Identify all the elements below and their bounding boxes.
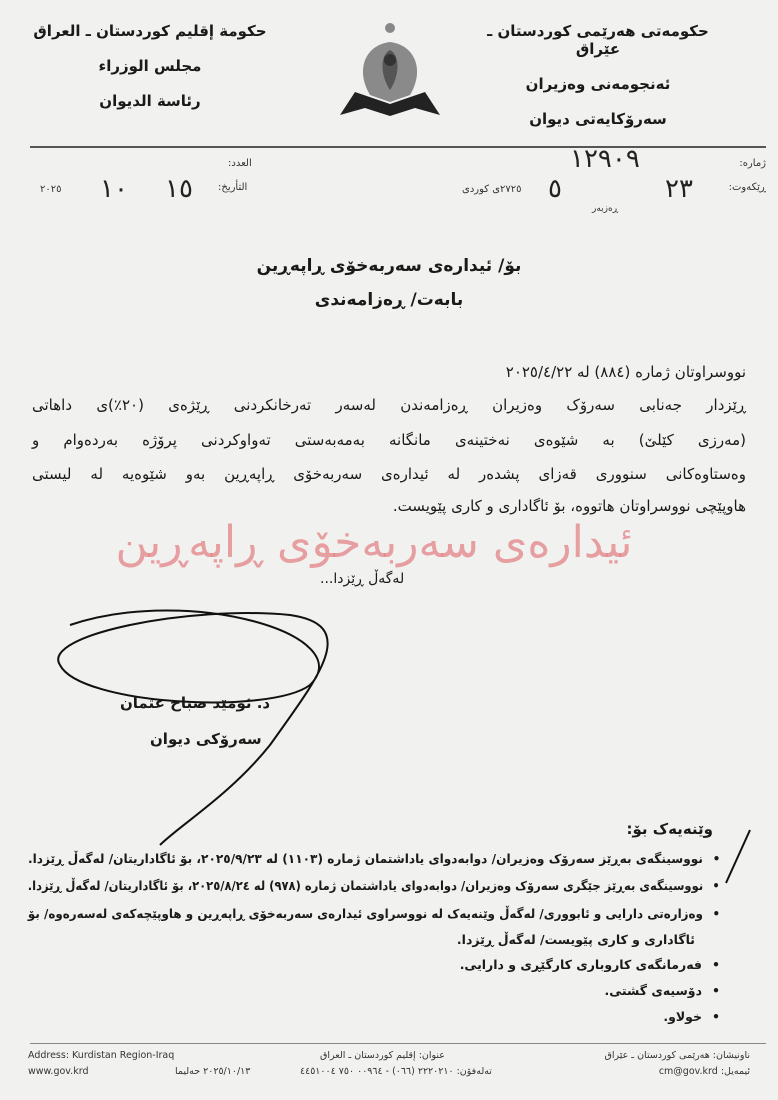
diwan-ar: رئاسة الديوان [99, 92, 201, 110]
footer-email-label: ئیمەیل: [720, 1066, 750, 1077]
date-ku-month: ڕەزبەر [592, 204, 619, 214]
signer-title: سەرۆکی دیوان [150, 730, 262, 748]
footer-email-value[interactable]: cm@gov.krd [658, 1066, 718, 1077]
signer-name: د. ئومێد صباح عثمان [120, 694, 271, 712]
footer-web: www.gov.krd [28, 1066, 89, 1077]
subject: بابەت/ ڕەزامەندی [314, 290, 464, 310]
date-ar-year: ٢٠٢٥ [40, 184, 62, 195]
closing: لەگەڵ ڕێزدا... [320, 571, 405, 587]
footer-email [659, 1066, 750, 1078]
copies-heading: وێنەیەک بۆ: [626, 820, 713, 838]
header-right [468, 22, 728, 128]
footer-address-ar: عنوان: إقليم كوردستان ـ العراق [320, 1050, 445, 1061]
body-line-2: ڕێزدار جەنابی سەرۆک وەزیران ڕەزامەندن لەسەر تەرخانکردنی ڕێژەی (٢٠٪)ی داهاتی [32, 396, 746, 414]
copy-item-2: • نووسینگەی بەڕێز جێگری سەرۆک وەزیران/ دوابەدوای یاداشتمان ژمارە (٩٧٨) لە ٢٠٢٥/٨/٢٤، بۆ ئاگاداریتان/ لەگەڵ ڕێزدا. [28, 877, 720, 895]
number-label-ar: العدد: [228, 158, 252, 169]
body-line-5: هاوپێچی نووسراوتان هاتووە، بۆ ئاگاداری و کاری پێویست. [392, 497, 746, 515]
diwan-ku: سەرۆکایەتی دیوان [529, 110, 667, 128]
watermark-stamp: ئیدارەی سەربەخۆی ڕاپەڕین [115, 517, 633, 568]
date-ar-day: ١٥ [165, 174, 193, 204]
recipient: بۆ/ ئیدارەی سەربەخۆی ڕاپەڕین [256, 256, 522, 276]
copy-item-4: • فەرمانگەی کاروباری کارگێڕی و دارایی. [460, 956, 720, 974]
footer-phone-label: تەلەفۆن: [456, 1066, 492, 1077]
body-line-1: نووسراوتان ژمارە (٨٨٤) لە ٢٠٢٥/٤/٢٢ [505, 363, 746, 381]
header-left [30, 22, 270, 110]
date-ku-day: ٢٣ [665, 174, 693, 204]
body-line-3: (مەرزی کێلێ) بە شێوەی نەختینەی مانگانە بەمەبەستی تەواوکردنی پرۆژە بەردەوام و [32, 431, 746, 449]
footer-phones: ٢٢٢٠٢١٠ (٠٦٦) - ٠٠٩٦٤ ٧٥٠ ٤٤٥١٠٠٤ [300, 1066, 454, 1077]
footer-address-ku: ناونیشان: هەرێمی کوردستان ـ عێراق [604, 1050, 750, 1061]
gov-name-ar: حكومة إقليم كوردستان ـ العراق [33, 22, 267, 40]
council-ku: ئەنجومەنی وەزیران [525, 75, 671, 93]
number-label-ku: ژمارە: [739, 158, 766, 169]
footer-date-code: ٢٠٢٥/١٠/١٣ حەلیما [175, 1066, 251, 1077]
date-label-ar: التأريخ: [218, 182, 248, 193]
copy-item-5: • دۆسیەی گشتی. [605, 982, 720, 1000]
footer-divider [30, 1043, 766, 1044]
date-ku-year: ٢٧٢٥ی کوردی [462, 184, 522, 195]
header-divider [30, 146, 766, 148]
footer-address-en: Address: Kurdistan Region-Iraq [28, 1050, 175, 1061]
date-ku-month-value: ٥ [548, 174, 562, 204]
copy-item-6: • خولاو. [663, 1008, 720, 1026]
council-ar: مجلس الوزراء [98, 57, 202, 75]
signature [40, 595, 380, 855]
body-line-4: وەستاوەکانی سنووری قەزای پشدەر لە ئیدارەی سەربەخۆی ڕاپەڕین بەو شێوەیە لە لیستی [32, 465, 746, 483]
number-value: ١٢٩٠٩ [570, 144, 640, 174]
footer-phone [300, 1066, 492, 1078]
copy-item-3-cont: ئاگاداری و کاری پێویست/ لەگەڵ ڕێزدا. [456, 932, 695, 947]
handwritten-mark [722, 828, 752, 888]
date-ar-month: ١٠ [100, 174, 128, 204]
copy-item-1: • نووسینگەی بەڕێز سەرۆک وەزیران/ دوابەدوای یاداشتمان ژمارە (١١٠٣) لە ٢٠٢٥/٩/٢٣، بۆ ئاگاداریتان/ لەگەڵ ڕێزدا. [27, 850, 720, 868]
date-label-ku: ڕێکەوت: [728, 182, 766, 193]
copy-item-3: • وەزارەتی دارایی و ئابووری/ لەگەڵ وێنەیەک لە نووسراوی ئیدارەی سەربەخۆی ڕاپەڕین و هاوپێچەکەی لەسەرەوە/ بۆ [28, 905, 720, 923]
krg-eagle-logo [335, 20, 445, 120]
gov-name-ku: حکومەتی هەرێمی کوردستان ـ عێراق [487, 22, 709, 58]
